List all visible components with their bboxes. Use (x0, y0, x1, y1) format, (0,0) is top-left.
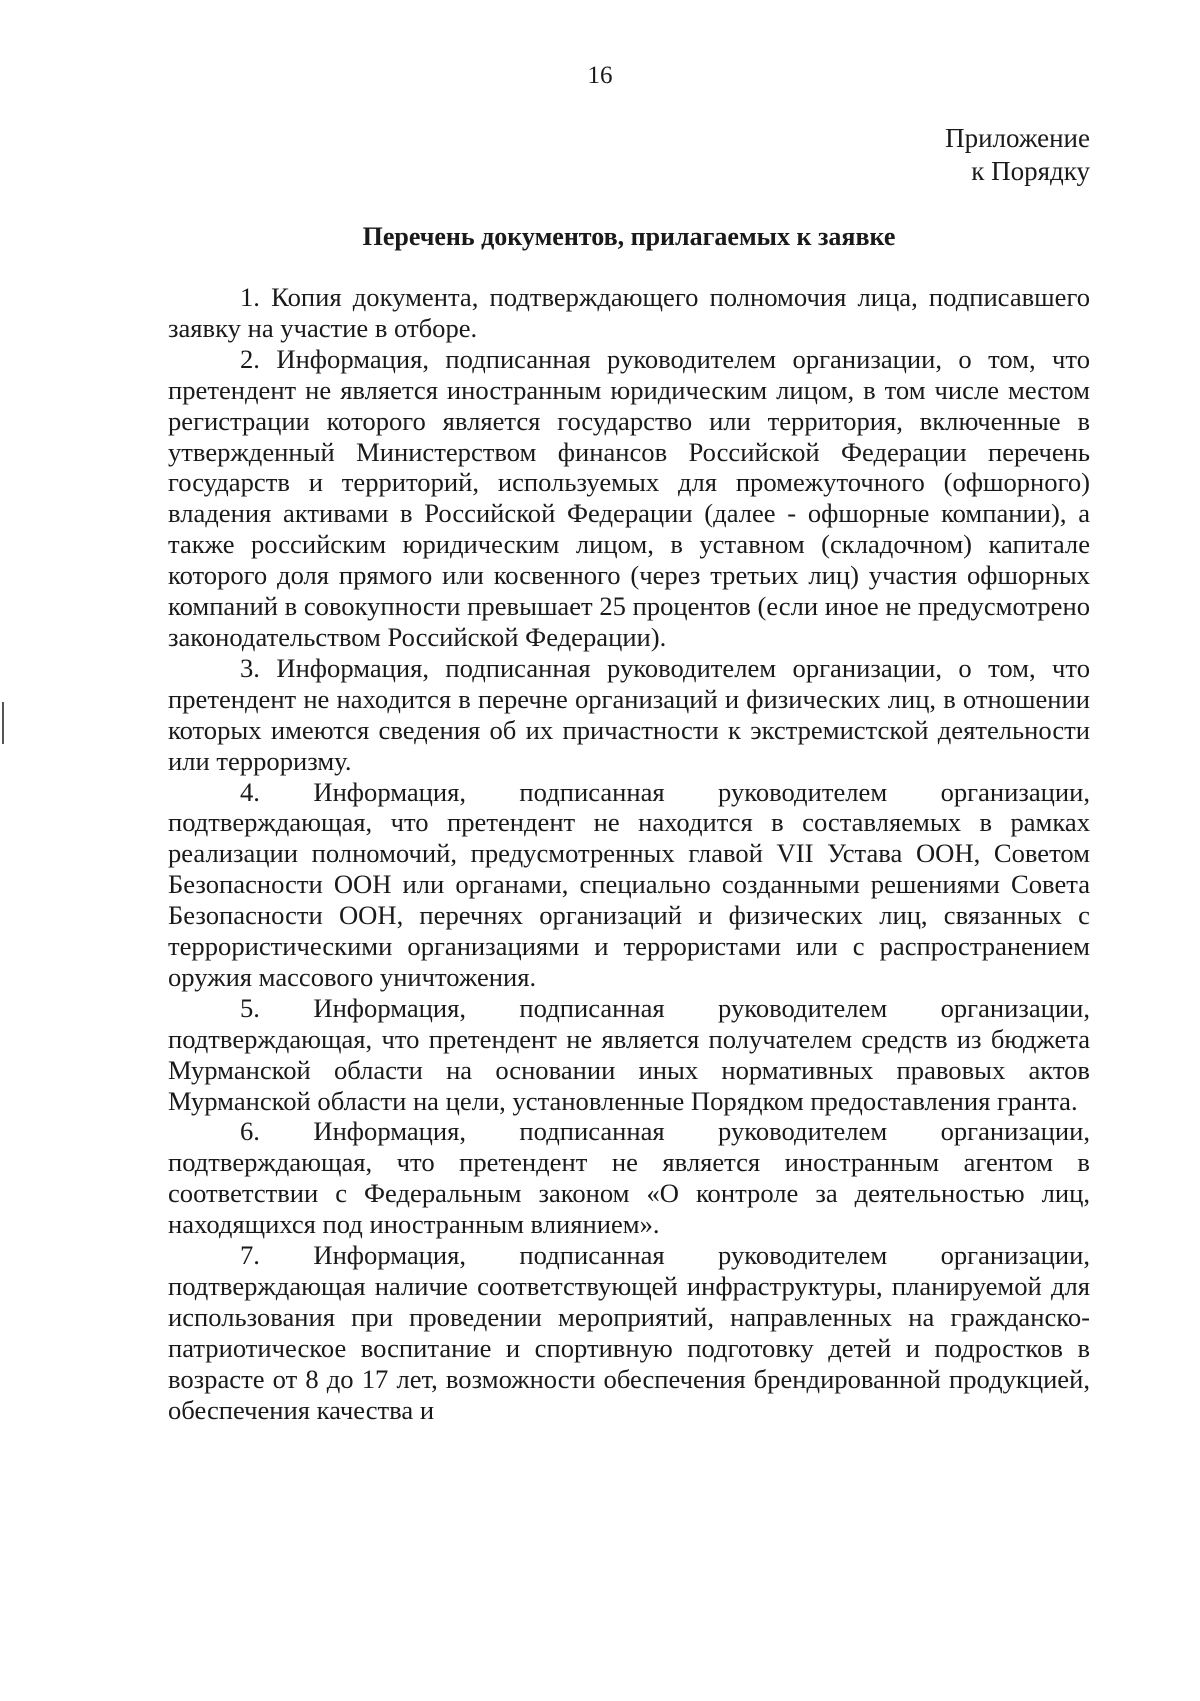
appendix-label: Приложение (945, 123, 1090, 153)
list-item-4: 4. Информация, подписанная руководителем организации, подтверждающая, что претендент не находится в составляемых в рамках реализации полномочий, предусмотренных главой VII Устава ООН, Советом Безопасности ООН или органами, специально созданными решениями Совета Безопасности ООН, перечнях организаций и физических лиц, связанных с террористическими организациями и террористами или с распространением оружия массового уничтожения. (168, 776, 1090, 992)
appendix-reference (945, 122, 1090, 188)
list-item-6: 6. Информация, подписанная руководителем организации, подтверждающая, что претендент не является иностранным агентом в соответствии с Федеральным законом «О контроле за деятельностью лиц, находящихся под иностранным влиянием». (168, 1116, 1090, 1240)
appendix-to-order: к Порядку (971, 156, 1090, 186)
document-list (168, 282, 1090, 1426)
list-item-3: 3. Информация, подписанная руководителем организации, о том, что претендент не находится в перечне организаций и физических лиц, в отношении которых имеются сведения об их причастности к экстремистской деятельности или терроризму. (168, 652, 1090, 776)
scan-margin-mark (2, 702, 4, 744)
list-item-5: 5. Информация, подписанная руководителем организации, подтверждающая, что претендент не является получателем средств из бюджета Мурманской области на основании иных нормативных правовых актов Мурманской области на цели, установленные Порядком предоставления гранта. (168, 992, 1090, 1116)
list-item-2: 2. Информация, подписанная руководителем организации, о том, что претендент не является иностранным юридическим лицом, в том числе местом регистрации которого является государство или территория, включенные в утвержденный Министерством финансов Российской Федерации перечень государств и территорий, используемых для промежуточного (офшорного) владения активами в Российской Федерации (далее - офшорные компании), а также российским юридическим лицом, в уставном (складочном) капитале которого доля прямого или косвенного (через третьих лиц) участия офшорных компаний в совокупности превышает 25 процентов (если иное не предусмотрено законодательством Российской Федерации). (168, 343, 1090, 652)
document-title: Перечень документов, прилагаемых к заявке (362, 222, 896, 251)
list-item-7: 7. Информация, подписанная руководителем организации, подтверждающая наличие соответствующей инфраструктуры, планируемой для использования при проведении мероприятий, направленных на гражданско-патриотическое воспитание и спортивную подготовку детей и подростков в возрасте от 8 до 17 лет, возможности обеспечения брендированной продукцией, обеспечения качества и (168, 1240, 1090, 1425)
list-item-1: 1. Копия документа, подтверждающего полномочия лица, подписавшего заявку на участие в отборе. (168, 282, 1090, 343)
page-number: 16 (587, 62, 613, 89)
